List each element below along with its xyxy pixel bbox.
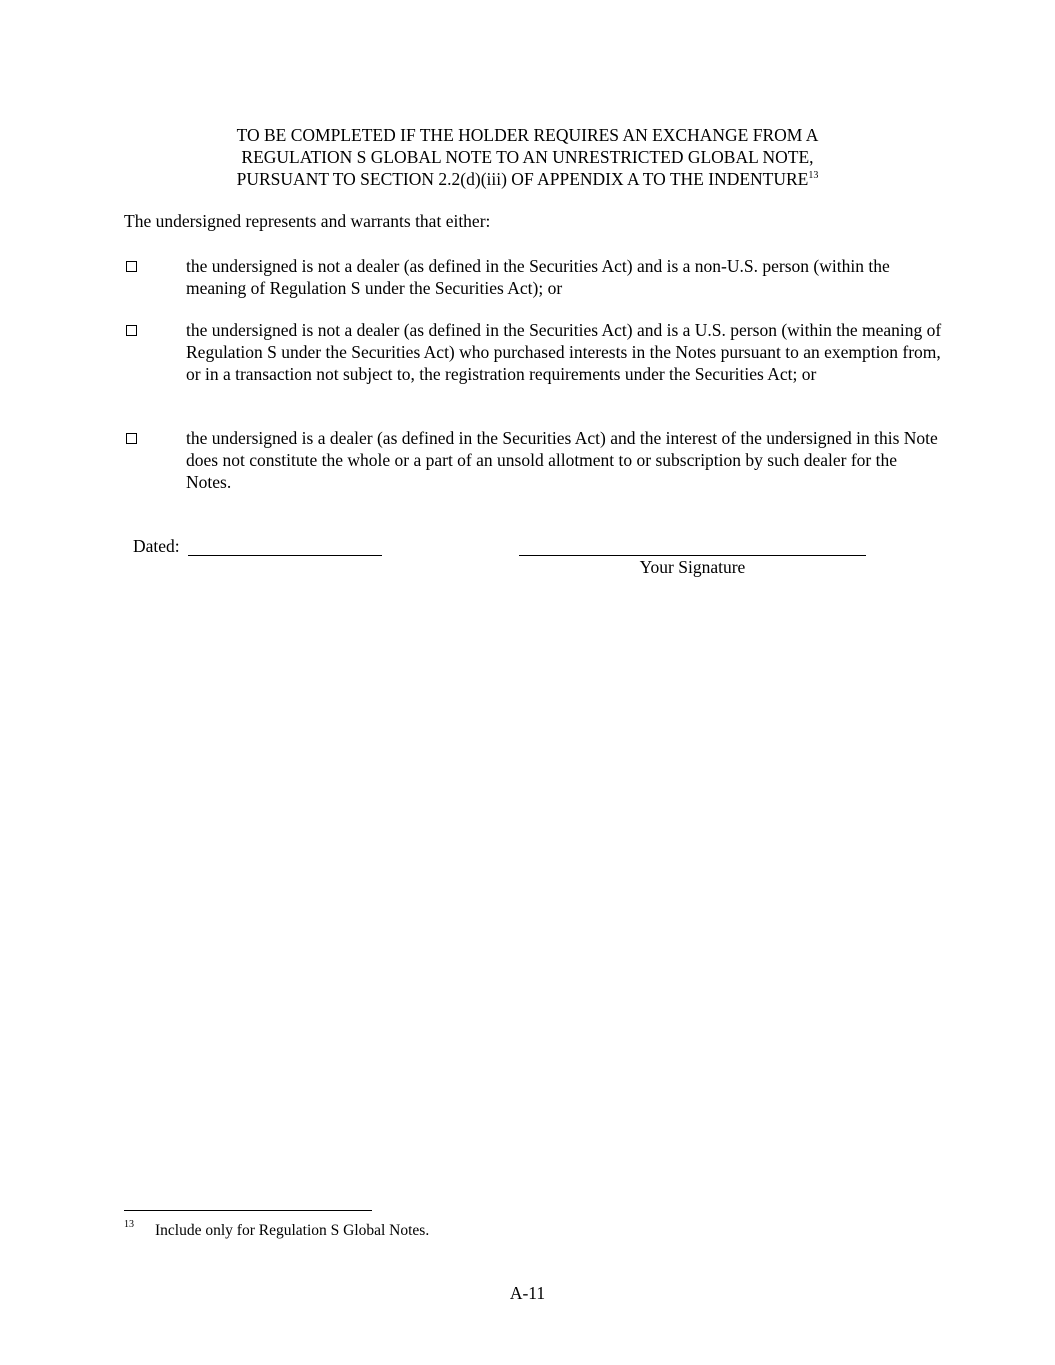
footnote-text: Include only for Regulation S Global Notes. (155, 1222, 430, 1239)
option-2-text: the undersigned is not a dealer (as defined in the Securities Act) and is a U.S. person (within the meaning of Regulation S under the Securities Act) who purchased interests in the Notes pursuant to an exemption from, or in a transaction not subject to, the registration requirements under the Securities Act; or (186, 320, 942, 384)
dated-label: Dated: (133, 536, 180, 556)
option-2-checkbox[interactable] (126, 325, 137, 336)
footnote-reference[interactable]: 13 (808, 170, 819, 181)
heading-line-3 (0, 168, 1055, 190)
heading-line-1: TO BE COMPLETED IF THE HOLDER REQUIRES AN EXCHANGE FROM A (236, 125, 819, 145)
option-1-checkbox[interactable] (126, 261, 137, 272)
dated-field[interactable] (188, 555, 382, 556)
intro-statement: The undersigned represents and warrants that either: (124, 211, 491, 231)
option-3-checkbox[interactable] (126, 433, 137, 444)
page-number: A-11 (509, 1283, 546, 1303)
section-heading (0, 124, 1055, 190)
footnote-divider (124, 1210, 372, 1211)
heading-line-2: REGULATION S GLOBAL NOTE TO AN UNRESTRICTED GLOBAL NOTE, (241, 147, 814, 167)
signature-label: Your Signature (639, 557, 746, 577)
footnote-number: 13 (124, 1219, 134, 1230)
option-3-text: the undersigned is a dealer (as defined in the Securities Act) and the interest of the undersigned in this Note does not constitute the whole or a part of an unsold allotment to or subscription by such dealer for the Notes. (186, 428, 938, 492)
option-1-text: the undersigned is not a dealer (as defined in the Securities Act) and is a non-U.S. person (within the meaning of Regulation S under the Securities Act); or (186, 256, 890, 298)
heading-line-3-text: PURSUANT TO SECTION 2.2(d)(iii) OF APPENDIX A TO THE INDENTURE (236, 169, 809, 189)
